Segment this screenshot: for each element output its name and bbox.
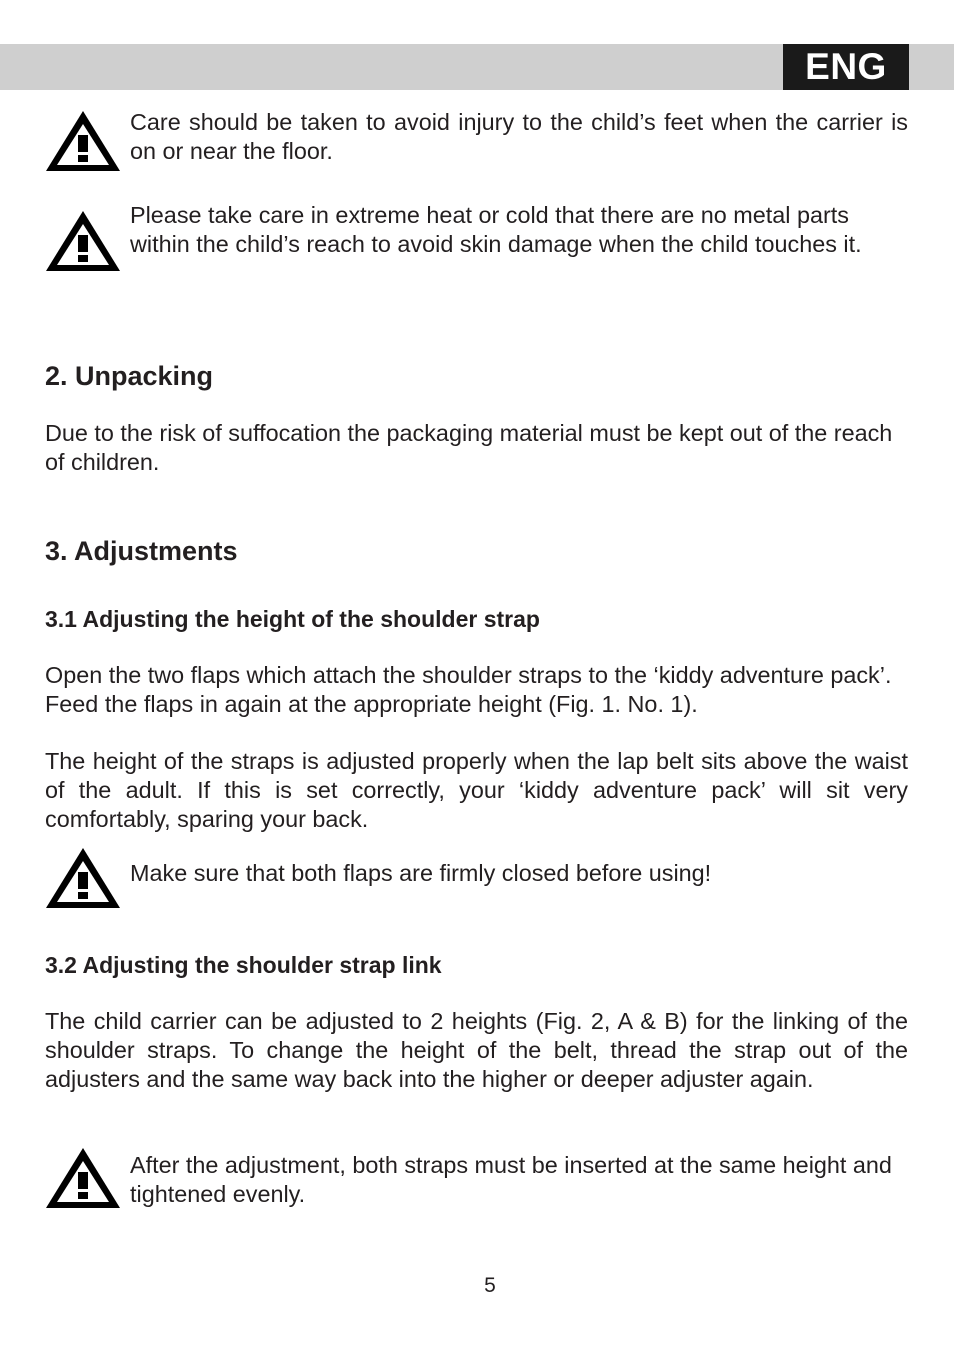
- warning-triangle-icon: [44, 108, 122, 174]
- warning-triangle-icon: [44, 208, 122, 274]
- paragraph: The height of the straps is adjusted properly when the lap belt sits above the waist of the adult. If this is set correctly, your ‘kiddy adventure pack’ will sit very comfortably, sparing your back.: [45, 748, 908, 833]
- subsection-title: 3.2 Adjusting the shoulder strap link: [45, 952, 442, 978]
- paragraph: Open the two flaps which attach the shoulder straps to the ‘kiddy adventure pack’. Feed the flaps in again at the appropriate height (Fig. 1. No. 1).: [45, 662, 892, 718]
- section-title: 3. Adjustments: [45, 536, 238, 566]
- warning-text: Care should be taken to avoid injury to the child’s feet when the carrier is on or near the floor.: [130, 109, 908, 165]
- page-number: 5: [484, 1274, 496, 1297]
- paragraph: The child carrier can be adjusted to 2 heights (Fig. 2, A & B) for the linking of the shoulder straps. To change the height of the belt, thread the strap out of the adjusters and the same way back into the higher or deeper adjuster again.: [45, 1008, 908, 1093]
- section-body: Due to the risk of suffocation the packaging material must be kept out of the reach of children.: [45, 420, 893, 476]
- warning-text: Make sure that both flaps are firmly closed before using!: [130, 860, 712, 886]
- warning-text: Please take care in extreme heat or cold that there are no metal parts within the child’s reach to avoid skin damage when the child touches it.: [130, 202, 862, 258]
- warning-text: After the adjustment, both straps must be inserted at the same height and tightened evenly.: [130, 1152, 892, 1208]
- subsection-title: 3.1 Adjusting the height of the shoulder strap: [45, 606, 540, 632]
- warning-triangle-icon: [44, 845, 122, 911]
- section-title: 2. Unpacking: [45, 361, 214, 391]
- language-badge: ENG: [783, 44, 909, 90]
- warning-triangle-icon: [44, 1145, 122, 1211]
